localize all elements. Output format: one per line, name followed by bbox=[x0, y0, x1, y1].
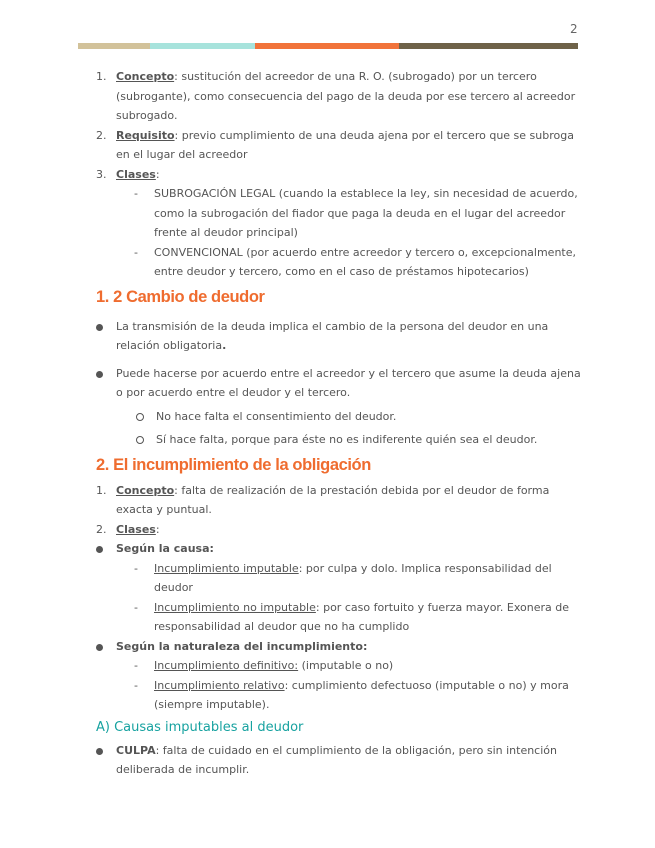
list-item bbox=[78, 598, 583, 637]
header-color-bar bbox=[78, 43, 578, 49]
page-number: 2 bbox=[570, 22, 578, 36]
dash-marker: - bbox=[134, 659, 138, 672]
list-item bbox=[78, 243, 583, 282]
list-item-text: : previo cumplimiento de una deuda ajena por el tercero que se subroga en el lugar del acreedor bbox=[116, 128, 574, 161]
list-item bbox=[78, 165, 583, 185]
color-bar-segment-2 bbox=[150, 43, 255, 49]
color-bar-segment-4 bbox=[399, 43, 578, 49]
underlined-term: Incumplimiento imputable bbox=[154, 561, 299, 575]
bullet-icon bbox=[96, 644, 103, 651]
color-bar-segment-3 bbox=[255, 43, 399, 49]
list-item-text: La transmisión de la deuda implica el cambio de la persona del deudor en una relación obligatoria bbox=[116, 319, 549, 352]
term-label: CULPA bbox=[116, 743, 156, 757]
hollow-bullet-icon bbox=[136, 413, 144, 421]
list-item-text: : falta de cuidado en el cumplimiento de la obligación, pero sin intención deliberada de incumplir. bbox=[116, 743, 557, 776]
list-number: 1. bbox=[96, 483, 107, 497]
underlined-term: Incumplimiento definitivo: bbox=[154, 659, 299, 672]
dash-marker: - bbox=[134, 561, 138, 575]
list-item bbox=[78, 741, 583, 780]
bullet-icon bbox=[96, 324, 103, 331]
list-item-text: : sustitución del acreedor de una R. O. (subrogado) por un tercero (subrogante), como consecuencia del pago de la deuda por ese tercero al acreedor subrogado. bbox=[116, 70, 576, 122]
list-number: 2. bbox=[96, 522, 107, 536]
list-item-text: (imputable o no) bbox=[298, 659, 394, 672]
list-item-text: CONVENCIONAL (por acuerdo entre acreedor y tercero o, excepcionalmente, entre deudor y tercero, como en el caso de préstamos hipotecarios) bbox=[154, 245, 576, 278]
list-item bbox=[78, 539, 583, 559]
list-item bbox=[78, 676, 583, 715]
list-number: 1. bbox=[96, 70, 107, 83]
document-body bbox=[78, 67, 583, 780]
color-bar-segment-1 bbox=[78, 43, 150, 49]
list-item-text: No hace falta el consentimiento del deudor. bbox=[156, 409, 397, 423]
list-item bbox=[78, 520, 583, 540]
term-label: Requisito bbox=[116, 128, 175, 142]
group-label: Según la causa: bbox=[116, 542, 214, 555]
list-item-text: : por caso fortuito y fuerza mayor. Exonera de responsabilidad al deudor que no ha cumplido bbox=[154, 600, 570, 633]
list-item bbox=[78, 656, 583, 676]
section-heading: 2. El incumplimiento de la obligación bbox=[96, 455, 371, 474]
list-item bbox=[78, 481, 583, 520]
dash-marker: - bbox=[134, 187, 138, 200]
underlined-term: Incumplimiento relativo bbox=[154, 678, 285, 692]
list-item bbox=[78, 184, 583, 243]
hollow-bullet-icon bbox=[136, 436, 144, 444]
bullet-icon bbox=[96, 371, 103, 378]
list-item bbox=[78, 317, 583, 356]
list-item bbox=[78, 407, 583, 427]
list-number: 2. bbox=[96, 128, 107, 142]
list-item bbox=[78, 364, 583, 403]
dash-marker: - bbox=[134, 600, 138, 614]
term-label: Clases bbox=[116, 522, 156, 536]
bullet-icon bbox=[96, 546, 103, 553]
section-heading: 1. 2 Cambio de deudor bbox=[96, 287, 265, 306]
list-item bbox=[78, 637, 583, 657]
term-label: Concepto bbox=[116, 483, 175, 497]
list-item-text: Sí hace falta, porque para éste no es indiferente quién sea el deudor. bbox=[156, 433, 538, 446]
dash-marker: - bbox=[134, 245, 138, 259]
term-label: Concepto bbox=[116, 70, 175, 83]
bullet-icon bbox=[96, 748, 103, 755]
list-item-text: : falta de realización de la prestación debida por el deudor de forma exacta y puntual. bbox=[116, 483, 550, 516]
list-item bbox=[78, 430, 583, 450]
term-label: Clases bbox=[116, 167, 156, 181]
list-item-text: : por culpa y dolo. Implica responsabilidad del deudor bbox=[154, 561, 552, 594]
list-item-text: Puede hacerse por acuerdo entre el acreedor y el tercero que asume la deuda ajena o por acuerdo entre el deudor y el tercero. bbox=[116, 366, 581, 399]
list-item bbox=[78, 126, 583, 165]
list-item-text: : bbox=[155, 522, 160, 536]
list-number: 3. bbox=[96, 167, 107, 181]
underlined-term: Incumplimiento no imputable bbox=[154, 600, 316, 614]
list-item-text: : cumplimiento defectuoso (imputable o no) y mora (siempre imputable). bbox=[154, 678, 569, 711]
list-item bbox=[78, 559, 583, 598]
list-item-text: SUBROGACIÓN LEGAL (cuando la establece la ley, sin necesidad de acuerdo, como la subrogación del fiador que paga la deuda en el lugar del acreedor frente al deudor principal) bbox=[154, 187, 578, 239]
subsection-heading: A) Causas imputables al deudor bbox=[96, 719, 304, 735]
dash-marker: - bbox=[134, 678, 138, 692]
list-item-bold-tail: . bbox=[222, 339, 227, 352]
list-item-text: : bbox=[155, 167, 160, 181]
group-label: Según la naturaleza del incumplimiento: bbox=[116, 639, 368, 653]
list-item bbox=[78, 67, 583, 126]
